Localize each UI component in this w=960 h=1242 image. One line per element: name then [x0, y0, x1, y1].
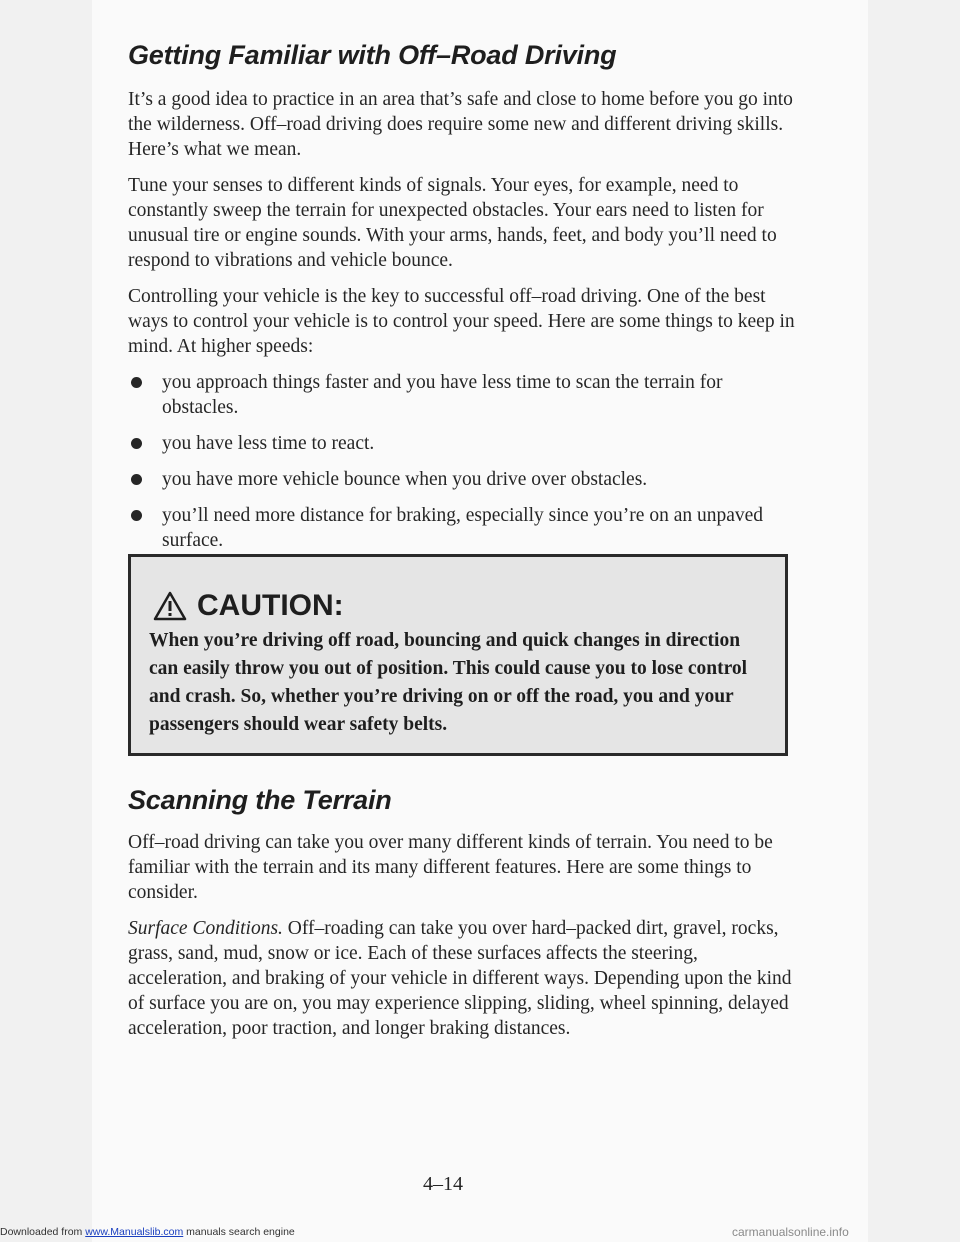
bullet-item: you have more vehicle bounce when you drive over obstacles. [128, 467, 798, 492]
warning-triangle-icon [153, 591, 187, 621]
download-footer [0, 1226, 295, 1238]
caution-text: When you’re driving off road, bouncing and quick changes in direction can easily throw you out of position. This could cause you to lose control and crash. So, whether you’re driving on or off the road, you and your passengers should wear safety belts. [149, 630, 748, 735]
section-heading: Scanning the Terrain [128, 785, 392, 815]
footer-suffix: manuals search engine [183, 1226, 295, 1238]
caution-header [153, 589, 344, 623]
paragraph: Controlling your vehicle is the key to successful off–road driving. One of the best ways to control your vehicle is to control your speed. Here are some things to keep in mind. At higher speeds: [128, 286, 795, 357]
surface-conditions-label: Surface Conditions. [128, 918, 283, 939]
surface-conditions-text: Off–roading can take you over hard–packed dirt, gravel, rocks, grass, sand, mud, snow or ice. Each of these surfaces affects the steering, acceleration, and braking of your vehicle in different ways. Depending upon the kind of surface you are on, you may experience slipping, sliding, wheel spinning, delayed acceleration, poor traction, and longer braking distances. [128, 918, 792, 1039]
paragraph: Tune your senses to different kinds of signals. Your eyes, for example, need to constantly sweep the terrain for unexpected obstacles. Your ears need to listen for unusual tire or engine sounds. With your arms, hands, feet, and body you’ll need to respond to vibrations and vehicle bounce. [128, 175, 777, 271]
bullet-list [128, 370, 798, 553]
footer-prefix: Downloaded from [0, 1226, 86, 1238]
paragraph: It’s a good idea to practice in an area that’s safe and close to home before you go into the wilderness. Off–road driving does require some new and different driving skills. Here’s what we mean. [128, 89, 793, 160]
bullet-item: you’ll need more distance for braking, especially since you’re on an unpaved surface. [128, 503, 798, 553]
section-scanning-terrain [128, 785, 798, 1052]
caution-box [128, 554, 788, 756]
watermark: carmanualsonline.info [732, 1225, 849, 1239]
section-off-road-familiar [128, 40, 798, 564]
caution-title: CAUTION: [197, 589, 344, 622]
page-number: 4–14 [423, 1173, 463, 1195]
manualslib-link[interactable]: www.Manualslib.com [85, 1226, 184, 1238]
paragraph: Off–road driving can take you over many different kinds of terrain. You need to be familiar with the terrain and its many different features. Here are some things to consider. [128, 832, 773, 903]
bullet-item: you approach things faster and you have less time to scan the terrain for obstacles. [128, 370, 798, 420]
bullet-item: you have less time to react. [128, 431, 798, 456]
paragraph-surface-conditions [128, 916, 798, 1041]
section-heading: Getting Familiar with Off–Road Driving [128, 40, 617, 70]
